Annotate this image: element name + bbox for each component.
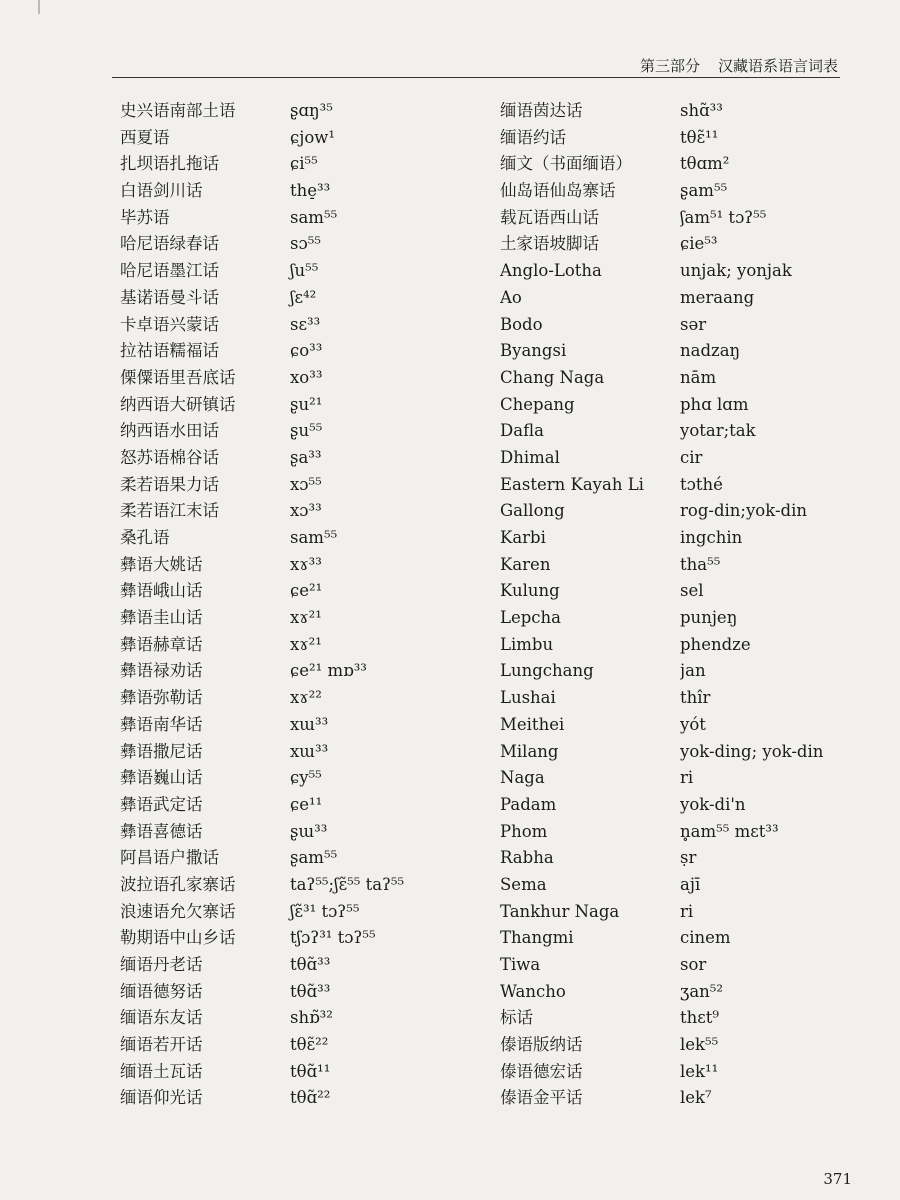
language-name: Gallong [500,501,565,521]
word-form: ɕo³³ [290,341,323,361]
language-name: Limbu [500,634,554,654]
language-name: Byangsi [500,341,567,361]
language-name: Karen [500,554,551,574]
word-form: xɤ²¹ [290,634,322,654]
word-form: ṣr [680,848,697,868]
word-form: ʂɯ³³ [290,821,328,841]
word-form: tha⁵⁵ [680,554,721,574]
language-name: 彝语禄劝话 [120,661,203,681]
word-form: tθɑ̃²² [290,1088,331,1108]
language-name: 卡卓语兴蒙话 [120,314,219,334]
language-name: 仙岛语仙岛寨话 [500,181,616,201]
language-name: Lungchang [500,661,594,681]
word-form: yok-ding; yok-din [680,741,824,761]
word-form: tɔthé [680,474,723,494]
word-form: ʂu²¹ [290,394,323,414]
word-form: ʃu⁵⁵ [290,261,319,281]
word-form: sel [680,581,704,601]
word-form: sor [680,955,707,974]
word-form: ʂam⁵⁵ [680,181,728,201]
language-name: 缅语德努话 [120,981,203,1001]
language-name: 浪速语允欠寨话 [120,901,236,921]
word-form: ɕe¹¹ [290,794,323,814]
page-edge-mark [38,0,40,14]
word-form: phendze [680,634,751,654]
language-name: 彝语圭山话 [120,608,203,628]
language-name: Naga [500,768,545,788]
word-form: tθɑ̃³³ [290,955,331,974]
header-rule [112,77,840,78]
word-form: nām [680,367,717,387]
language-name: Dhimal [500,447,560,467]
language-name: 柔若语果力话 [120,474,219,494]
word-form: ʂɑŋ³⁵ [290,101,333,120]
header-title: 汉藏语系语言词表 [717,57,838,75]
language-name: 彝语巍山话 [120,768,203,788]
language-name: 纳西语水田话 [120,421,219,441]
language-name: 缅文（书面缅语） [500,154,632,174]
language-name: 彝语南华话 [120,714,203,734]
word-form: ingchin [680,528,743,547]
word-form: sɔ⁵⁵ [290,234,321,254]
language-name: Rabha [500,848,554,868]
language-name: 彝语喜德话 [120,821,203,841]
word-form: tθɛ̃¹¹ [680,127,719,147]
word-form: ri [680,901,694,921]
word-form: xɔ⁵⁵ [290,474,322,494]
word-form: sɛ³³ [290,314,321,334]
language-name: 傣语版纳话 [500,1035,583,1055]
language-name: 柔若语江末话 [120,501,219,521]
language-name: 彝语撒尼话 [120,741,203,761]
language-name: 缅语土瓦话 [120,1061,203,1081]
language-name: 桑孔语 [120,528,170,547]
language-name: Sema [500,874,547,894]
language-name: 彝语大姚话 [120,554,203,574]
language-name: Tiwa [500,955,541,974]
word-form: xo³³ [290,367,323,387]
language-name: Meithei [500,714,565,734]
word-form: ʃam⁵¹ tɔʔ⁵⁵ [680,207,767,227]
language-name: 怒苏语棉谷话 [120,447,219,467]
word-form: ajī [680,874,701,894]
running-header [640,55,838,76]
word-form: ɕe²¹ mɒ³³ [290,661,367,681]
language-name: 哈尼语绿春话 [120,234,219,254]
word-form: ʃɛ⁴² [290,287,317,307]
language-name: 缅语仰光话 [120,1088,203,1108]
language-name: 拉祜语糯福话 [120,341,219,361]
language-name: 白语剑川话 [120,181,203,201]
word-form: ʃɛ̃³¹ tɔʔ⁵⁵ [290,901,360,921]
word-form: punjeŋ [680,608,738,628]
word-form: the̠³³ [290,181,331,201]
language-name: 傣语金平话 [500,1088,583,1108]
language-name: 缅语丹老话 [120,955,203,974]
language-name: Tankhur Naga [500,901,620,921]
word-form: ʂam⁵⁵ [290,848,338,868]
language-name: Lepcha [500,608,561,628]
language-name: Phom [500,821,548,841]
left-column [92,98,502,1139]
word-form: yót [680,714,706,734]
right-column [500,98,900,1139]
header-part: 第三部分 [639,57,700,75]
word-form: ɕi⁵⁵ [290,154,318,174]
language-name: Chang Naga [500,367,605,387]
language-name: 西夏语 [120,127,170,147]
language-name: 彝语赫章话 [120,634,203,654]
word-form: ɕy⁵⁵ [290,768,322,788]
word-form: cinem [680,928,731,948]
word-form: lek⁵⁵ [680,1035,719,1055]
word-form: lek¹¹ [680,1061,719,1081]
language-name: Chepang [500,394,575,414]
word-form: phɑ lɑm [680,394,749,414]
word-form: cir [680,447,703,467]
word-form: ri [680,768,694,788]
language-name: 彝语武定话 [120,794,203,814]
word-form: sam⁵⁵ [290,528,338,547]
word-form: tθɛ̃²² [290,1035,329,1055]
language-name: 彝语峨山话 [120,581,203,601]
word-form: nadzaŋ [680,341,741,361]
language-name: Anglo-Lotha [500,261,602,281]
language-name: 波拉语孔家寨话 [120,874,236,894]
language-name: Milang [500,741,559,761]
language-name: 土家语坡脚话 [500,234,599,254]
language-name: 彝语弥勒话 [120,688,203,708]
word-form: yotar;tak [680,421,756,441]
word-form: xɔ³³ [290,501,322,521]
word-form: tʃɔʔ³¹ tɔʔ⁵⁵ [290,928,376,948]
language-name: Thangmi [500,928,574,948]
word-form: ʒan⁵² [680,981,724,1001]
language-name: Bodo [500,314,543,334]
language-name: 傣语德宏话 [500,1061,583,1081]
word-form: n̥am⁵⁵ mɛt³³ [680,821,779,841]
language-name: 扎坝语扎拖话 [120,154,219,174]
word-form: meraang [680,287,755,307]
word-list [0,98,900,1138]
language-name: Lushai [500,688,556,708]
word-form: xɯ³³ [290,714,329,734]
word-form: yok-di'n [680,794,746,814]
page-number: 371 [823,1170,852,1188]
word-form: sər [680,314,707,334]
language-name: Ao [500,287,522,307]
word-form: xɯ³³ [290,741,329,761]
word-form: shɒ̃³² [290,1008,333,1028]
language-name: Padam [500,794,557,814]
word-form: taʔ⁵⁵;ʃɛ̃⁵⁵ taʔ⁵⁵ [290,874,405,894]
word-form: thîr [680,688,711,708]
language-name: Dafla [500,421,544,441]
language-name: 缅语若开话 [120,1035,203,1055]
language-name: 缅语约话 [500,127,566,147]
language-name: 缅语茵达话 [500,101,583,120]
word-form: ɕie⁵³ [680,234,718,254]
language-name: Wancho [500,981,566,1001]
language-name: 纳西语大研镇话 [120,394,236,414]
word-form: tθɑ̃³³ [290,981,331,1001]
language-name: 阿昌语户撒话 [120,848,219,868]
language-name: Karbi [500,528,546,547]
language-name: 毕苏语 [120,207,170,227]
word-form: ʂu⁵⁵ [290,421,323,441]
word-form: rog-din;yok-din [680,501,807,521]
word-form: jan [680,661,706,681]
word-form: xɤ²¹ [290,608,322,628]
word-form: shɑ̃³³ [680,101,723,120]
language-name: Kulung [500,581,560,601]
language-name: Eastern Kayah Li [500,474,644,494]
language-name: 缅语东友话 [120,1008,203,1028]
word-form: ɕjow¹ [290,127,336,147]
language-name: 载瓦语西山话 [500,207,599,227]
language-name: 基诺语曼斗话 [120,287,219,307]
language-name: 史兴语南部土语 [120,101,236,120]
word-form: unjak; yonjak [680,261,792,281]
word-form: xɤ³³ [290,554,322,574]
word-form: xɤ²² [290,688,322,708]
language-name: 哈尼语墨江话 [120,261,219,281]
word-form: ɕe²¹ [290,581,323,601]
word-form: lek⁷ [680,1088,712,1108]
word-form: tθɑ̃¹¹ [290,1061,331,1081]
language-name: 勒期语中山乡话 [120,928,236,948]
word-form: thɛt⁹ [680,1008,720,1028]
language-name: 标话 [500,1008,533,1028]
word-form: tθɑm² [680,154,730,174]
language-name: 傈僳语里吾底话 [120,367,236,387]
word-form: ʂa³³ [290,447,322,467]
word-form: sam⁵⁵ [290,207,338,227]
